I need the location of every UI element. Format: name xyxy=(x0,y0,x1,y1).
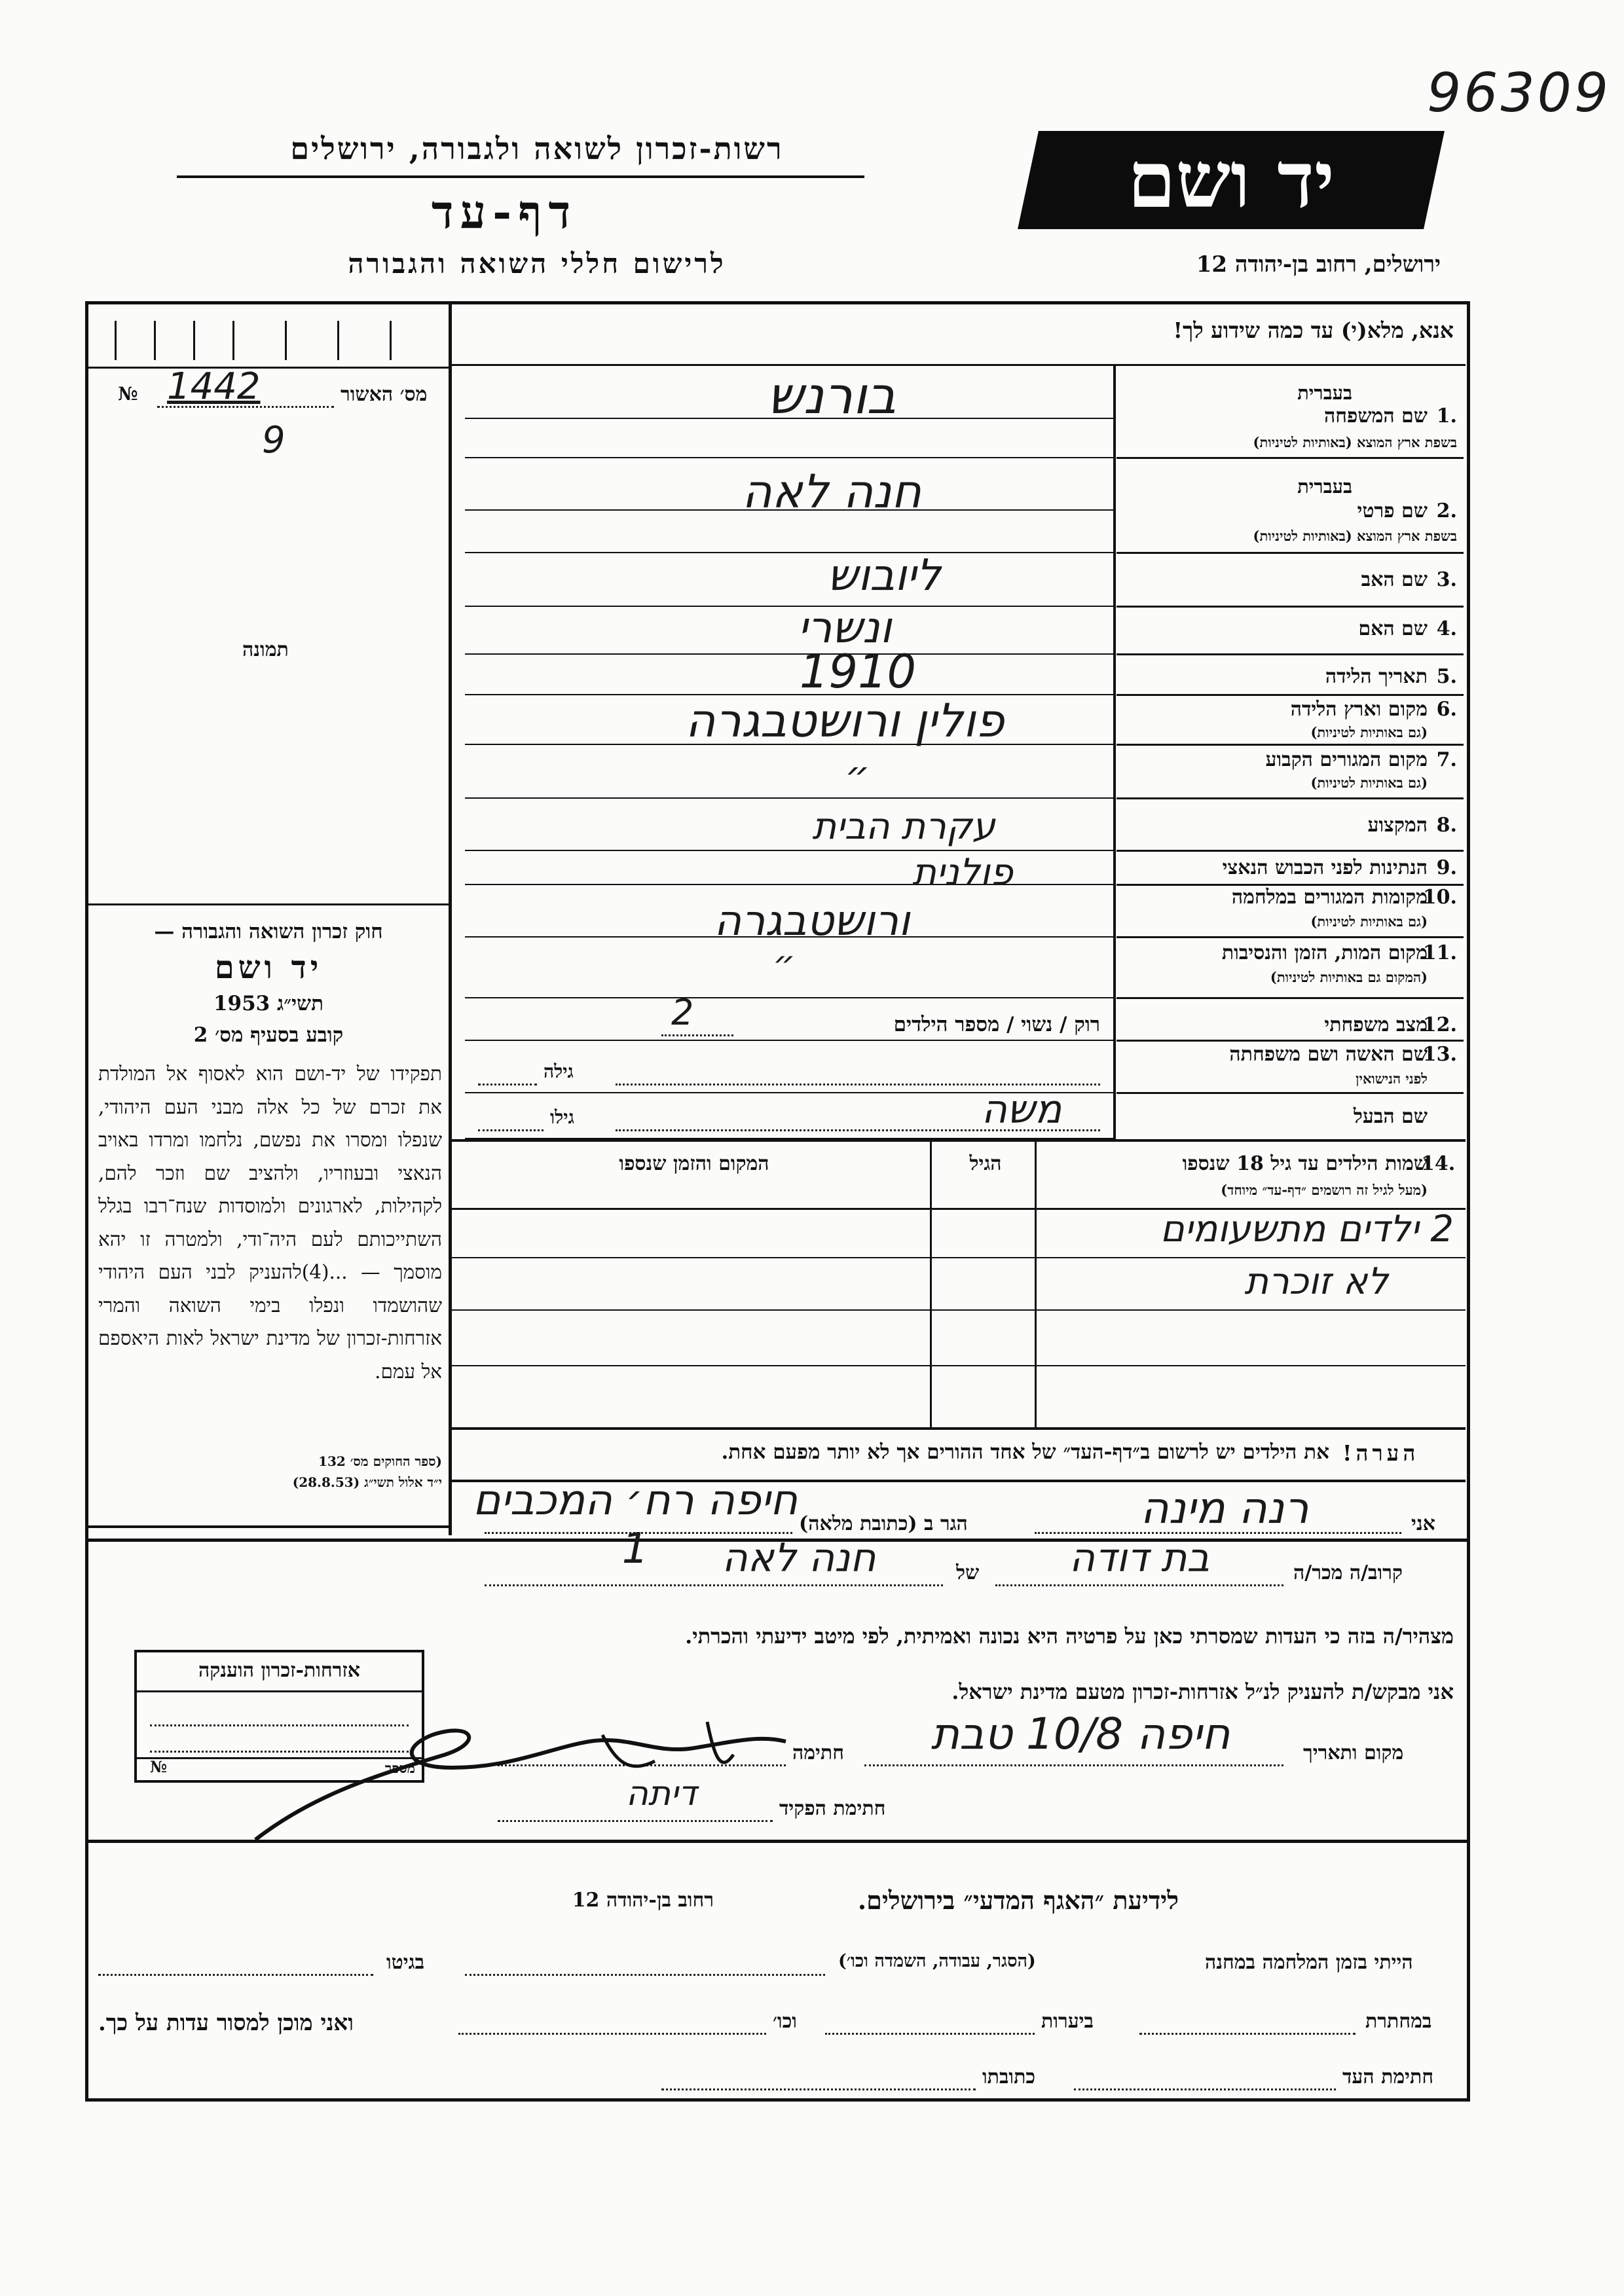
field-4-num: 4. xyxy=(1436,617,1457,640)
field-5-label: תאריך הלידה xyxy=(1325,665,1428,688)
registration-label: מס׳ האשור xyxy=(341,383,428,406)
children-entry-1[interactable]: 2 ילדים מתשעומים xyxy=(1160,1208,1454,1250)
children-age-col: הגיל xyxy=(969,1152,1002,1175)
children-note: (מעל לגיל זה רושמים ״דף-עד״ מיוחד) xyxy=(1221,1182,1428,1198)
field-4-label: שם האם xyxy=(1358,617,1428,640)
remark-text: את הילדים יש לרשום ב״דף-העד״ של אחד ההורים אך לא יותר מפעם אחת. xyxy=(721,1440,1329,1464)
law-reference-2: י״ד אלול תשי״ג (28.8.53) xyxy=(292,1474,442,1490)
registration-no-mark: № xyxy=(118,383,138,405)
citizenship-title: אזרחות-זכרון הוענקה xyxy=(198,1659,361,1682)
field-8-label: המקצוע xyxy=(1367,814,1428,837)
field-8-value[interactable]: עקרת הבית xyxy=(812,805,995,848)
field-10-label: מקומות המגורים במלחמה xyxy=(1231,886,1428,909)
footer-title: לידיעת ״האגף המדעי״ בירושלים. xyxy=(857,1886,1179,1915)
field-3-label: שם האב xyxy=(1361,568,1428,591)
field-5-num: 5. xyxy=(1436,665,1457,688)
footer-line1-c: בגיטו xyxy=(386,1951,425,1974)
footer-line1-a: הייתי בזמן המלחמה במחנה xyxy=(1205,1951,1413,1974)
children-place-col: המקום והזמן שנספו xyxy=(619,1152,769,1175)
field-8-num: 8. xyxy=(1436,814,1457,837)
field-2-value[interactable]: חנה לאה xyxy=(741,465,922,519)
field-1-value[interactable]: בורנש xyxy=(767,367,896,426)
law-text: תפקידו של יד-ושם הוא לאסוף אל המולדת את זכרם של כל אלה מבני העם היהודי, שנפלו ומסרו את נפשם, נלחמו ומרדו באויב הנאצי ובעוזריו, ולהציב שם וזכר להם, לקהילות, לארגונים ולמוסדות שנח־רבו בגלל השתייכותם לעם היה־ודי, ולמטרה זו יהא מוסמך — ...(4)להעניק לבני העם היהודי שהושמדו ונפלו בימי השואה והמרי אזרחות-זכרון של מדינת ישראל לאות היאספם אל עמם. xyxy=(98,1063,442,1383)
field-1-num: 1. xyxy=(1436,405,1457,428)
field-4-value[interactable]: ונשרי xyxy=(798,602,892,653)
clerk-signature[interactable]: דיתה xyxy=(625,1774,697,1813)
signature-label: חתימה xyxy=(792,1741,844,1764)
relation-value[interactable]: בת דודה xyxy=(1069,1535,1210,1581)
husband-age-label: גילו xyxy=(550,1106,574,1128)
place-date-label: מקום ותאריך xyxy=(1303,1741,1404,1764)
registration-value[interactable]: 1442 xyxy=(167,365,261,408)
header-address: ירושלים, רחוב בן-יהודה 12 xyxy=(1196,251,1441,278)
footer-line3-b: כתובתו xyxy=(982,2066,1036,2088)
footer-line2-b: ביערות xyxy=(1041,2010,1094,2033)
field-9-num: 9. xyxy=(1436,856,1457,879)
field-1-lang: בעברית xyxy=(1297,382,1352,404)
footer-line3-a: חתימת העד xyxy=(1342,2066,1434,2088)
law-reference-1: (ספר החוקים מס׳ 132 xyxy=(318,1453,442,1469)
yad-vashem-logo xyxy=(1018,131,1445,229)
photo-label: תמונה xyxy=(242,638,289,661)
law-title: חוק זכרון השואה והגבורה — xyxy=(154,920,383,943)
field-13-sub: לפני הנישואין xyxy=(1356,1070,1428,1087)
field-5-value[interactable]: 1910 xyxy=(799,645,917,699)
request-text: אני מבקש/ת להעניק לנ״ל אזרחות-זכרון מטעם מדינת ישראל. xyxy=(951,1679,1454,1704)
field-12-num: 12. xyxy=(1422,1013,1457,1036)
field-3-num: 3. xyxy=(1436,568,1457,591)
field-2-sub: בשפת ארץ המוצא (באותיות לטיניות) xyxy=(1253,528,1457,544)
law-name: יד ושם xyxy=(214,949,323,986)
archive-number: 96309 xyxy=(1427,62,1611,124)
footer-line2-a: במחתרת xyxy=(1365,2010,1432,2033)
of-value[interactable]: חנה לאה xyxy=(722,1535,876,1581)
declaration-text: מצהיר/ה בזה כי העדות שמסרתי כאן על פרטיה היא נכונה ואמיתית, לפי מיטב ידיעתי והכרתי. xyxy=(685,1624,1454,1649)
law-clause: קובע בסעיף מס׳ 2 xyxy=(193,1023,344,1047)
declarant-lives-label: הגר ב (כתובת מלאה) xyxy=(799,1512,968,1535)
field-1-sub: בשפת ארץ המוצא (באותיות לטיניות) xyxy=(1253,434,1457,450)
field-3-value[interactable]: ליובוש xyxy=(827,550,941,600)
footer-line1-b: (הסגר, עבודה, השמדה וכו׳) xyxy=(838,1951,1036,1971)
children-entry-2[interactable]: לא זוכרת xyxy=(1244,1260,1388,1303)
field-2-num: 2. xyxy=(1436,500,1457,522)
field-6-sub: (גם באותיות לטיניות) xyxy=(1310,724,1428,740)
field-7-num: 7. xyxy=(1436,748,1457,771)
declarant-address[interactable]: חיפה רח׳ המכבים 1 xyxy=(472,1476,798,1573)
field-11-sub: (המקום גם באותיות לטיניות) xyxy=(1270,969,1428,985)
top-ticks xyxy=(88,308,449,363)
field-10-value[interactable]: ורושטבגרה xyxy=(714,897,910,945)
field-7-label: מקום המגורים הקבוע xyxy=(1265,748,1428,771)
clerk-label: חתימת הפקיד xyxy=(779,1797,886,1820)
citizenship-no-mark: № xyxy=(150,1757,168,1776)
field-2-lang: בעברית xyxy=(1297,475,1352,498)
children-title: שמות הילדים עד גיל 18 שנספו xyxy=(1182,1152,1428,1175)
footer-address: רחוב בן-יהודה 12 xyxy=(572,1889,714,1912)
of-label: של xyxy=(956,1561,980,1584)
place-date-value[interactable]: חיפה 10/8 טבת xyxy=(931,1709,1230,1759)
field-9-label: הנתינות לפני הכבוש הנאצי xyxy=(1222,856,1428,879)
field-10-sub: (גם באותיות לטיניות) xyxy=(1310,913,1428,930)
age-label-wife: גילה xyxy=(544,1061,574,1082)
form-title: דף-עד xyxy=(431,185,578,239)
marital-options: רוק / נשוי / מספר הילדים xyxy=(893,1013,1100,1036)
citizenship-number-label: מספר xyxy=(384,1760,415,1776)
field-13-label: שם האשה ושם משפחתה xyxy=(1229,1043,1428,1066)
footer-line2-d: ואני מוכן למסור עדות על כך. xyxy=(98,2010,354,2036)
field-7-sub: (גם באותיות לטיניות) xyxy=(1310,774,1428,791)
field-7-value[interactable]: ״ xyxy=(845,753,870,799)
relation-label: קרוב/ה מכר/ה xyxy=(1293,1561,1403,1584)
field-11-num: 11. xyxy=(1422,941,1457,964)
registration-value-2[interactable]: 9 xyxy=(262,419,286,462)
authority-title: רשות-זכרון לשואה ולגבורה, ירושלים xyxy=(290,131,784,166)
field-13-num: 13. xyxy=(1422,1043,1457,1066)
citizenship-box xyxy=(134,1650,424,1783)
field-labels xyxy=(1116,365,1464,1139)
field-9-value[interactable]: פולנית xyxy=(912,851,1013,894)
law-year: תשי״ג 1953 xyxy=(213,992,324,1015)
footer-line2-c: וכו׳ xyxy=(773,2010,797,2033)
field-6-num: 6. xyxy=(1436,698,1457,721)
field-6-value[interactable]: פולין ורושטבגרה xyxy=(685,694,1005,748)
husband-value[interactable]: משה xyxy=(981,1087,1062,1133)
form-subtitle: לרישום חללי השואה והגבורה xyxy=(348,247,726,280)
logo-text: יד ושם xyxy=(1127,134,1335,225)
children-count[interactable]: 2 xyxy=(671,992,694,1033)
children-num: 14. xyxy=(1421,1152,1456,1175)
field-11-label: מקום המות, הזמן והנסיבות xyxy=(1221,941,1428,964)
field-1-label: שם המשפחה xyxy=(1323,405,1428,428)
field-6-label: מקום וארץ הלידה xyxy=(1290,698,1428,721)
declarant-name[interactable]: רנה מינה xyxy=(1140,1483,1309,1533)
field-10-num: 10. xyxy=(1422,886,1457,909)
husband-label: שם הבעל xyxy=(1353,1105,1428,1128)
instruction: אנא, מלא(י) עד כמה שידוע לך! xyxy=(1173,318,1454,343)
field-11-value[interactable]: ״ xyxy=(773,943,796,984)
field-12-label: מצב משפחתי xyxy=(1324,1013,1428,1036)
declarant-i-label: אני xyxy=(1411,1512,1435,1535)
remark-label: הערה! xyxy=(1342,1440,1420,1466)
field-2-label: שם פרטי xyxy=(1357,500,1428,522)
